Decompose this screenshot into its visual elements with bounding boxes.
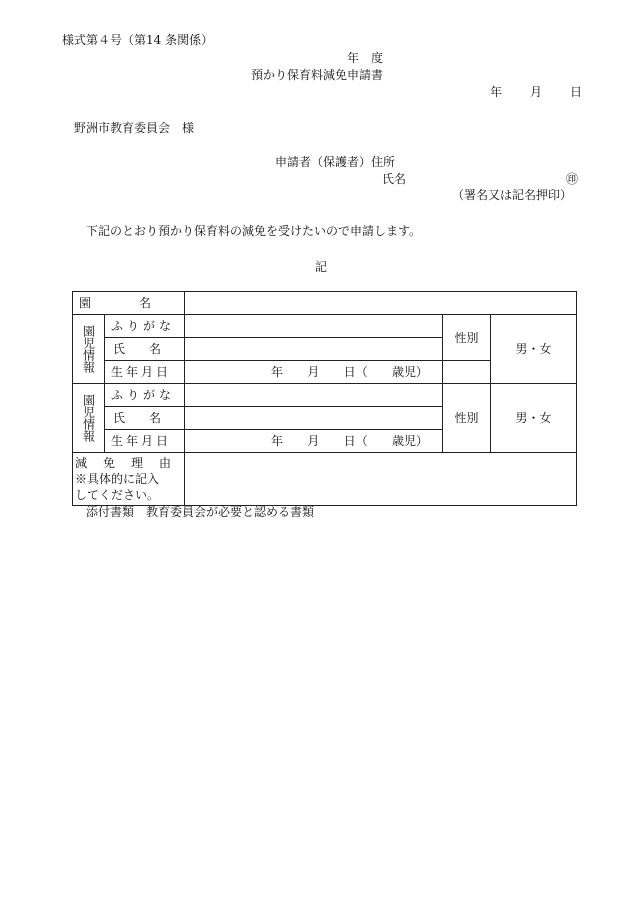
gender-label-spacer bbox=[443, 361, 491, 384]
document-title: 預かり保育料減免申請書 bbox=[251, 68, 384, 82]
reason-label-cell bbox=[73, 453, 185, 506]
reason-label: 減 免 理 由 bbox=[75, 456, 174, 470]
furigana-label: ふりがな bbox=[105, 384, 185, 407]
child2-dob-field[interactable]: 年 月 日（ 歳児） bbox=[185, 430, 443, 453]
gender-label: 性別 bbox=[443, 315, 491, 361]
child1-info-label: 園児情報 bbox=[73, 315, 105, 384]
statement: 下記のとおり預かり保育料の減免を受けたいので申請します。 bbox=[86, 224, 422, 238]
applicant-name-label: 氏名 bbox=[382, 172, 407, 186]
school-name-field[interactable] bbox=[185, 292, 577, 315]
school-name-label: 園 名 bbox=[73, 292, 185, 315]
name-label: 氏 名 bbox=[105, 338, 185, 361]
dob-label: 生年月日 bbox=[105, 430, 185, 453]
fiscal-year-label: 年 度 bbox=[347, 51, 384, 65]
ki-label: 記 bbox=[315, 260, 328, 274]
name-label: 氏 名 bbox=[105, 407, 185, 430]
date-month-label: 月 bbox=[530, 85, 543, 99]
child1-furigana-field[interactable] bbox=[185, 315, 443, 338]
child2-info-label: 園児情報 bbox=[73, 384, 105, 453]
child2-furigana-field[interactable] bbox=[185, 384, 443, 407]
date-day-label: 日 bbox=[570, 85, 583, 99]
applicant-address-label: 申請者（保護者）住所 bbox=[275, 155, 396, 169]
child2-name-field[interactable] bbox=[185, 407, 443, 430]
child1-dob-field[interactable]: 年 月 日（ 歳児） bbox=[185, 361, 443, 384]
gender-label: 性別 bbox=[443, 384, 491, 453]
school-name-row bbox=[73, 292, 577, 315]
signature-note: （署名又は記名押印） bbox=[452, 188, 573, 202]
reason-note-2: してください。 bbox=[75, 488, 160, 502]
child1-name-field[interactable] bbox=[185, 338, 443, 361]
dob-label: 生年月日 bbox=[105, 361, 185, 384]
form-number: 様式第４号（第14 条関係） bbox=[62, 33, 214, 47]
furigana-label: ふりがな bbox=[105, 315, 185, 338]
child1-furigana-row bbox=[73, 315, 577, 338]
addressee: 野洲市教育委員会 様 bbox=[74, 121, 195, 135]
reason-note-1: ※具体的に記入 bbox=[75, 472, 160, 486]
application-table bbox=[72, 291, 577, 506]
child1-gender-value[interactable]: 男・女 bbox=[491, 315, 577, 384]
child2-furigana-row bbox=[73, 384, 577, 407]
reason-field[interactable] bbox=[185, 453, 577, 506]
child2-gender-value[interactable]: 男・女 bbox=[491, 384, 577, 453]
seal-mark: ㊞ bbox=[566, 172, 579, 186]
date-year-label: 年 bbox=[490, 85, 503, 99]
reason-row bbox=[73, 453, 577, 506]
attachment-note: 添付書類 教育委員会が必要と認める書類 bbox=[86, 505, 315, 519]
